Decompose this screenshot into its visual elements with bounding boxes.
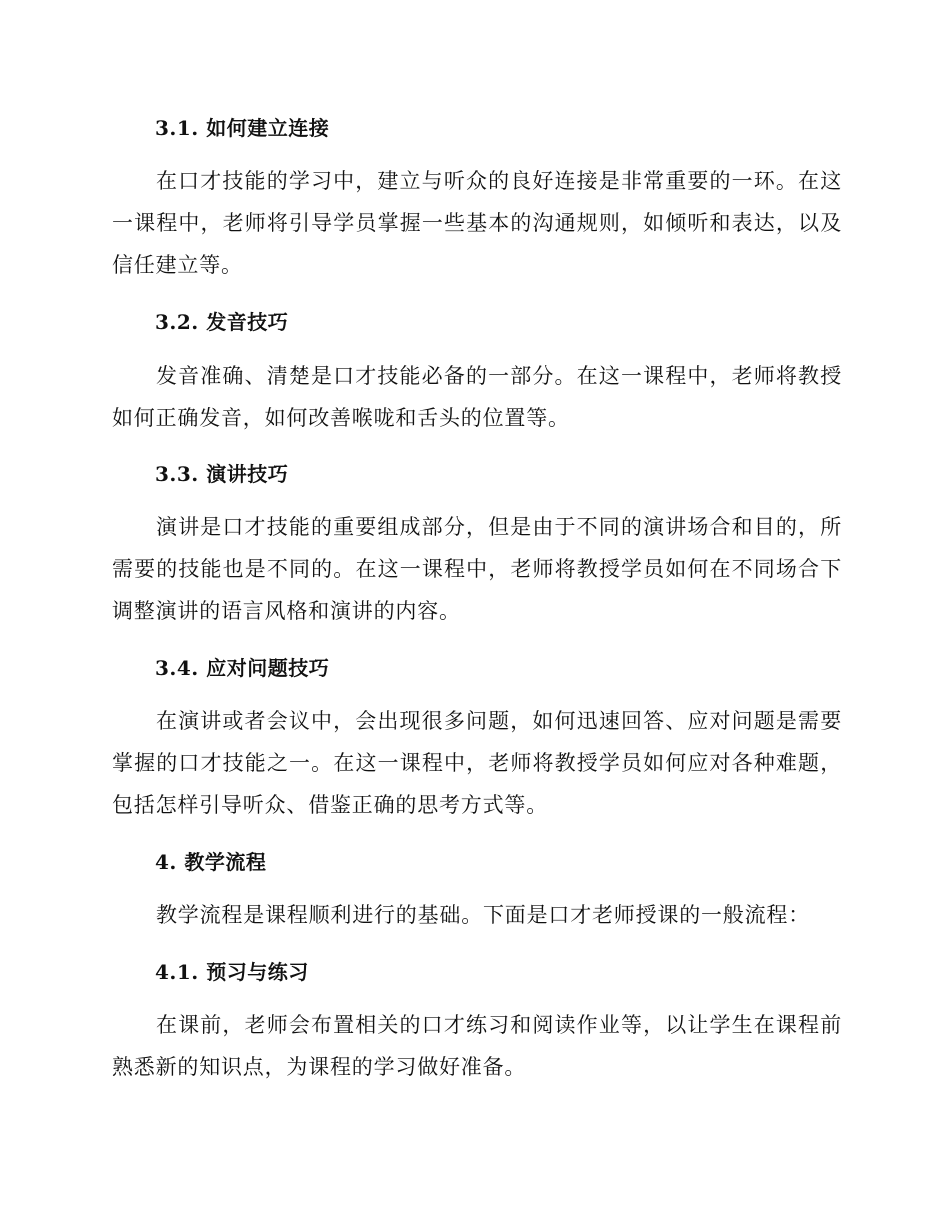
section-heading-4-1: 4.1. 预习与练习	[155, 960, 309, 984]
section-heading-3-3: 3.3. 演讲技巧	[155, 462, 289, 486]
section-heading-3-4: 3.4. 应对问题技巧	[155, 656, 330, 680]
section-paragraph-3-2: 发音准确、清楚是口才技能必备的一部分。在这一课程中，老师将教授如何正确发音，如何改善喉咙和舌头的位置等。	[112, 364, 842, 430]
section-heading-3-2: 3.2. 发音技巧	[155, 310, 289, 334]
section-paragraph-3-4: 在演讲或者会议中，会出现很多问题，如何迅速回答、应对问题是需要掌握的口才技能之一。在这一课程中，老师将教授学员如何应对各种难题，包括怎样引导听众、借鉴正确的思考方式等。	[112, 709, 842, 817]
section-paragraph-3-1: 在口才技能的学习中，建立与听众的良好连接是非常重要的一环。在这一课程中，老师将引导学员掌握一些基本的沟通规则，如倾听和表达，以及信任建立等。	[112, 169, 842, 277]
section-heading-3-1: 3.1. 如何建立连接	[155, 116, 330, 140]
section-heading-4: 4. 教学流程	[155, 850, 267, 874]
section-paragraph-3-3: 演讲是口才技能的重要组成部分，但是由于不同的演讲场合和目的，所需要的技能也是不同的。在这一课程中，老师将教授学员如何在不同场合下调整演讲的语言风格和演讲的内容。	[112, 515, 842, 623]
section-paragraph-4-1: 在课前，老师会布置相关的口才练习和阅读作业等，以让学生在课程前熟悉新的知识点，为课程的学习做好准备。	[112, 1013, 842, 1079]
section-paragraph-4: 教学流程是课程顺利进行的基础。下面是口才老师授课的一般流程：	[156, 903, 810, 927]
